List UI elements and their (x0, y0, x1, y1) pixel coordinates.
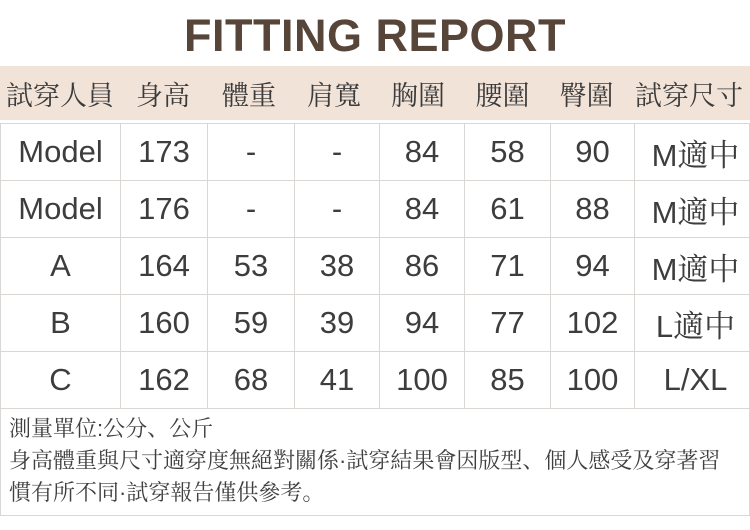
table-frame (0, 123, 750, 516)
fitting-table (1, 124, 750, 409)
table-cell: 162 (121, 352, 208, 409)
table-cell: 160 (121, 295, 208, 352)
table-cell: M適中 (635, 238, 750, 295)
table-cell: 84 (380, 124, 465, 181)
table-cell: C (1, 352, 121, 409)
table-cell: 173 (121, 124, 208, 181)
table-cell: - (295, 124, 380, 181)
table-cell: 102 (551, 295, 635, 352)
table-cell: B (1, 295, 121, 352)
column-header-5: 腰圍 (475, 80, 530, 111)
table-cell: 176 (121, 181, 208, 238)
table-cell: 68 (208, 352, 295, 409)
column-header-4: 胸圍 (391, 80, 445, 111)
table-cell: - (295, 181, 380, 238)
table-cell: 58 (465, 124, 551, 181)
table-cell: 94 (380, 295, 465, 352)
table-cell: 77 (465, 295, 551, 352)
table-cell: 53 (208, 238, 295, 295)
table-row (1, 295, 750, 352)
notes-section (1, 409, 749, 515)
column-header-0: 試穿人員 (6, 80, 114, 111)
table-cell: 164 (121, 238, 208, 295)
page-title: FITTING REPORT (184, 10, 566, 61)
table-cell: 61 (465, 181, 551, 238)
table-row (1, 238, 750, 295)
table-cell: 38 (295, 238, 380, 295)
table-row (1, 352, 750, 409)
table-cell: 100 (551, 352, 635, 409)
table-cell: - (208, 124, 295, 181)
table-cell: 85 (465, 352, 551, 409)
column-header-1: 身高 (136, 80, 190, 111)
column-header-3: 肩寬 (307, 80, 361, 111)
table-cell: 39 (295, 295, 380, 352)
table-cell: 41 (295, 352, 380, 409)
disclaimer-note: 身高體重與尺寸適穿度無絕對關係·試穿結果會因版型、個人感受及穿著習慣有所不同·試穿報告僅供參考。 (9, 448, 721, 505)
table-cell: M適中 (635, 181, 750, 238)
table-cell: 94 (551, 238, 635, 295)
column-header-6: 臀圍 (559, 80, 614, 111)
table-cell: 88 (551, 181, 635, 238)
table-cell: A (1, 238, 121, 295)
table-cell: - (208, 181, 295, 238)
table-cell: 86 (380, 238, 465, 295)
table-cell: 100 (380, 352, 465, 409)
column-header-2: 體重 (222, 80, 276, 111)
table-row (1, 181, 750, 238)
table-cell: L/XL (635, 352, 750, 409)
table-cell: L適中 (635, 295, 750, 352)
column-header-7: 試穿尺寸 (635, 80, 743, 111)
measurement-unit-note: 測量單位:公分、公斤 (9, 416, 214, 441)
table-cell: 71 (465, 238, 551, 295)
table-cell: 59 (208, 295, 295, 352)
table-row (1, 124, 750, 181)
table-cell: M適中 (635, 124, 750, 181)
table-cell: Model (1, 181, 121, 238)
table-cell: 84 (380, 181, 465, 238)
table-cell: Model (1, 124, 121, 181)
table-header-row (0, 66, 750, 120)
table-cell: 90 (551, 124, 635, 181)
